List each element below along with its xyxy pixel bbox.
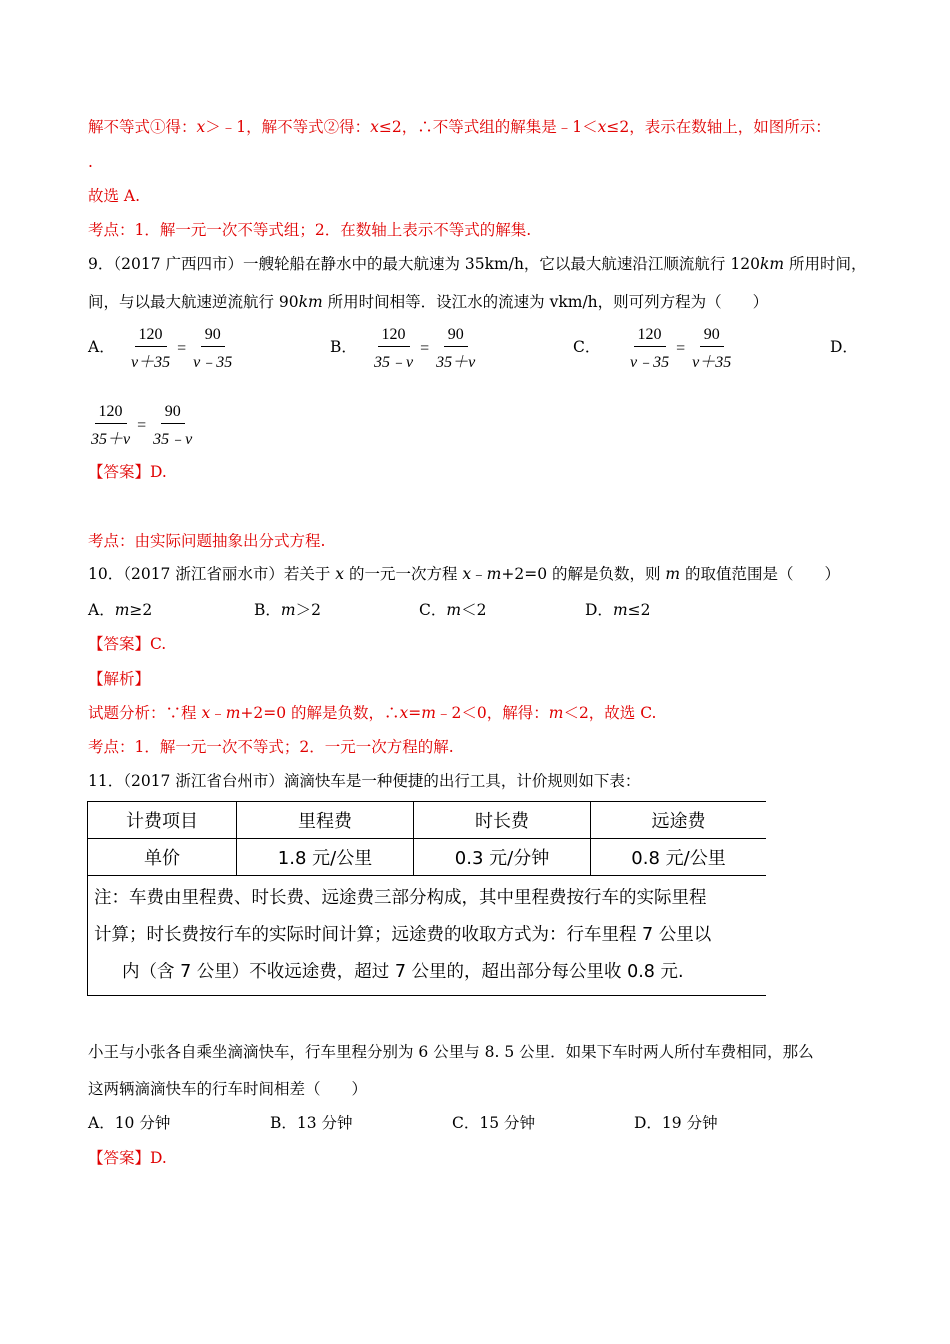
numerator: 90 — [700, 326, 724, 347]
denominator: 35﹣v — [153, 431, 193, 448]
note-line: 注：车费由里程费、时长费、远途费三部分构成，其中里程费按行车的实际里程 — [94, 888, 707, 908]
variable: m — [486, 565, 502, 583]
table-note-row — [88, 876, 767, 996]
numerator: 90 — [444, 326, 468, 347]
question-11-body-line1: 小王与小张各自乘坐滴滴快车，行车里程分别为 6 公里与 8. 5 公里．如果下车时两人所付车费相同，那么 — [88, 1043, 814, 1061]
text: ＞﹣1，解不等式②得： — [205, 118, 371, 136]
text: +2=0 的解是负数，则 — [501, 565, 666, 583]
text: 间，与以最大航速逆流航行 90 — [88, 293, 299, 311]
variable: m — [114, 601, 130, 619]
variable: x — [462, 565, 472, 583]
question-9-stem-line1 — [88, 254, 866, 274]
fraction — [432, 326, 479, 372]
fraction — [127, 326, 174, 372]
option-label-d: D． — [830, 338, 858, 356]
table-header-cell: 计费项目 — [88, 802, 237, 839]
option-label: C． — [419, 601, 447, 619]
variable: m — [665, 565, 681, 583]
variable: m — [612, 601, 628, 619]
text: 10．（2017 浙江省丽水市）若关于 — [88, 565, 336, 583]
table-row — [88, 839, 767, 876]
denominator: 35＋v — [436, 354, 476, 371]
option-label-c: C． — [573, 338, 601, 356]
variable: m — [280, 601, 296, 619]
equals-sign: = — [177, 340, 187, 357]
fraction — [87, 403, 134, 449]
fraction — [688, 326, 735, 372]
variable: x — [196, 118, 206, 136]
note-line: 计算；时长费按行车的实际时间计算；远途费的收取方式为：行车里程 7 公里以 — [94, 925, 712, 945]
question-11-stem: 11．（2017 浙江省台州市）滴滴快车是一种便捷的出行工具，计价规则如下表： — [88, 772, 641, 790]
table-cell: 0.8 元/公里 — [591, 839, 767, 876]
fee-table — [87, 801, 766, 996]
option-c-equation — [626, 326, 735, 372]
fraction — [149, 403, 196, 449]
variable: x — [335, 565, 345, 583]
text: 9．（2017 广西四市）一艘轮船在静水中的最大航速为 35km/h，它以最大航速沿江顺流航行 120 — [88, 255, 760, 273]
option-d: D．19 分钟 — [634, 1114, 718, 1132]
solution-line — [88, 117, 831, 137]
text: ﹣ — [210, 704, 226, 722]
table-header-cell: 里程费 — [237, 802, 414, 839]
fraction — [626, 326, 673, 372]
option-a-equation — [127, 326, 236, 372]
text: 试题分析：∵程 — [88, 704, 202, 722]
table-cell: 0.3 元/分钟 — [414, 839, 591, 876]
variable: x — [370, 118, 379, 136]
variable: x — [597, 118, 607, 136]
variable: m — [421, 704, 436, 722]
table-header-row — [88, 802, 767, 839]
option-d — [585, 600, 651, 620]
option-label: B． — [254, 601, 281, 619]
numerator: 120 — [95, 403, 127, 424]
text: ≤2，表示在数轴上，如图所示： — [606, 118, 831, 136]
numerator: 120 — [378, 326, 410, 347]
table-header-cell: 时长费 — [414, 802, 591, 839]
option-b: B．13 分钟 — [270, 1114, 353, 1132]
kaodian-10: 考点：1．解一元一次不等式；2．一元一次方程的解. — [88, 738, 454, 756]
equals-sign: = — [676, 340, 686, 357]
table-note — [88, 876, 767, 996]
kaodian-9: 考点：由实际问题抽象出分式方程. — [88, 532, 326, 550]
question-11-body-line2: 这两辆滴滴快车的行车时间相差（ ） — [88, 1080, 368, 1098]
table-cell: 1.8 元/公里 — [237, 839, 414, 876]
analysis-10 — [88, 703, 656, 723]
text: ﹣2＜0，解得： — [436, 704, 549, 722]
denominator: 35﹣v — [374, 354, 414, 371]
text: ≤2，∴不等式组的解集是﹣1＜ — [378, 118, 598, 136]
option-a — [88, 600, 152, 620]
option-label: A． — [88, 601, 115, 619]
option-b — [254, 600, 321, 620]
relation: ＞2 — [295, 601, 321, 619]
text: 的一元一次方程 — [344, 565, 463, 583]
question-10-stem — [88, 564, 840, 584]
table-header-cell: 远途费 — [591, 802, 767, 839]
option-b-equation — [370, 326, 479, 372]
text: ﹣ — [471, 565, 487, 583]
text: = — [408, 704, 422, 722]
variable: m — [548, 704, 564, 722]
solution-period: . — [88, 153, 93, 171]
relation: ≥2 — [129, 601, 153, 619]
fraction — [370, 326, 417, 372]
text: 解不等式①得： — [88, 118, 197, 136]
answer-11: 【答案】D. — [88, 1149, 167, 1167]
text: ＜2，故选 C. — [563, 704, 657, 722]
choice-line: 故选 A. — [88, 187, 141, 205]
denominator: v﹣35 — [630, 354, 670, 371]
text: 所用时间相等．设江水的流速为 vkm/h，则可列方程为（ ） — [322, 293, 769, 311]
denominator: v＋35 — [692, 354, 732, 371]
option-c: C．15 分钟 — [452, 1114, 536, 1132]
option-label-b: B． — [330, 338, 357, 356]
variable: m — [446, 601, 462, 619]
variable: m — [225, 704, 241, 722]
numerator: 120 — [135, 326, 167, 347]
equals-sign: = — [137, 417, 147, 434]
numerator: 90 — [201, 326, 225, 347]
denominator: v＋35 — [131, 354, 171, 371]
unit: km — [759, 255, 785, 273]
option-a: A．10 分钟 — [88, 1114, 171, 1132]
text: +2=0 的解是负数，∴ — [240, 704, 400, 722]
denominator: 35＋v — [91, 431, 131, 448]
text: 的取值范围是（ ） — [680, 565, 841, 583]
option-c — [419, 600, 486, 620]
option-label-a: A． — [88, 338, 115, 356]
answer-9: 【答案】D. — [88, 463, 167, 481]
option-d-equation — [87, 403, 196, 449]
jiexi-heading: 【解析】 — [88, 670, 151, 688]
denominator: v﹣35 — [193, 354, 233, 371]
relation: ≤2 — [627, 601, 651, 619]
numerator: 90 — [161, 403, 185, 424]
kaodian-line: 考点：1．解一元一次不等式组；2．在数轴上表示不等式的解集. — [88, 221, 532, 239]
relation: ＜2 — [461, 601, 487, 619]
option-label: D． — [585, 601, 613, 619]
equals-sign: = — [420, 340, 430, 357]
question-9-stem-line2 — [88, 292, 768, 312]
note-line: 内（含 7 公里）不收远途费，超过 7 公里的，超出部分每公里收 0.8 元. — [122, 962, 684, 982]
unit: km — [298, 293, 323, 311]
table-cell: 单价 — [88, 839, 237, 876]
fraction — [189, 326, 236, 372]
variable: x — [399, 704, 409, 722]
variable: x — [201, 704, 211, 722]
numerator: 120 — [634, 326, 666, 347]
answer-10: 【答案】C. — [88, 635, 167, 653]
text: 所用时间， — [784, 255, 867, 273]
